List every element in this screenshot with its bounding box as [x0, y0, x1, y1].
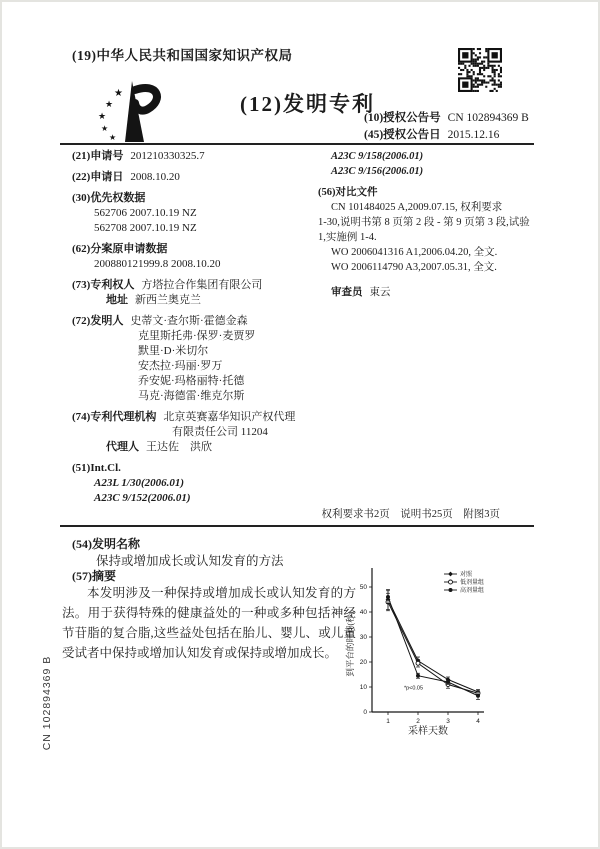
svg-text:2: 2 — [416, 718, 420, 725]
field-74: (74)专利代理机构 北京英赛嘉华知识产权代理 有限责任公司 11204 代理人 王达佐 洪欣 — [72, 410, 322, 455]
citation: 1-30,说明书第 8 页第 2 段 - 第 9 页第 3 段,试验 — [318, 217, 530, 228]
field-72: (72)发明人 史蒂文·查尔斯·霍德金森 克里斯托弗·保罗·麦贾罗 默里·D·米切尔 安杰拉·玛丽·罗万 乔安妮·玛格丽特·托德 马克·海德雷·维克尔斯 — [72, 314, 322, 404]
svg-text:★: ★ — [114, 88, 123, 99]
body-divider — [60, 525, 534, 527]
priority-line: 562706 2007.10.19 NZ — [94, 207, 197, 219]
side-publication-code: CN 102894369 B — [41, 655, 53, 751]
svg-text:★: ★ — [98, 111, 107, 121]
inventor: 马克·海德雷·维克尔斯 — [138, 390, 245, 402]
citation: WO 2006041316 A1,2006.04.20, 全文. — [331, 247, 498, 258]
field-56: (56)对比文件 CN 101484025 A,2009.07.15, 权利要求 1-30,说明书第 8 页第 2 段 - 第 9 页第 3 段,试验 1,实施例 1-4. WO 2006041316 A1,2006.04.20, 全文. WO 2006114790 A3,2007.05.31, 全文. — [318, 185, 540, 275]
qr-code-icon — [458, 48, 502, 92]
ipc-continued — [318, 149, 540, 179]
inventor: 乔安妮·玛格丽特·托德 — [138, 375, 245, 387]
citation: CN 101484025 A,2009.07.15, 权利要求 — [331, 202, 503, 213]
field-54-label: (54)发明名称 — [72, 537, 140, 551]
divisional-line: 200880121999.8 2008.10.20 — [94, 258, 221, 270]
application-date: 2008.10.20 — [130, 171, 180, 183]
line-chart — [344, 560, 539, 744]
agency-line2: 有限责任公司 11204 — [172, 426, 268, 438]
field-30: (30)优先权数据 562706 2007.10.19 NZ 562708 2007.10.19 NZ — [72, 191, 322, 236]
publication-block — [364, 110, 529, 144]
priority-line: 562708 2007.10.19 NZ — [94, 222, 197, 234]
svg-text:低剂量组: 低剂量组 — [460, 580, 485, 586]
invention-title: 保持或增加成长或认知发育的方法 — [96, 554, 284, 568]
publication-number-row: (10)授权公告号 CN 102894369 B — [364, 112, 529, 124]
ipc-code: A23C 9/158(2006.01) — [331, 151, 424, 162]
field-21: (21)申请号 201210330325.7 — [72, 150, 205, 162]
examiner-name: 東云 — [369, 287, 391, 298]
svg-text:3: 3 — [446, 718, 450, 725]
field-57-label: (57)摘要 — [72, 569, 116, 583]
patentee-address: 新西兰奥克兰 — [135, 294, 201, 306]
field-73: (73)专利权人 方塔拉合作集团有限公司 地址 新西兰奥克兰 — [72, 279, 263, 306]
publication-number: CN 102894369 B — [447, 112, 529, 124]
svg-text:10: 10 — [359, 684, 367, 692]
application-number: 201210330325.7 — [130, 150, 205, 162]
svg-text:★: ★ — [109, 133, 117, 142]
publication-date: 2015.12.16 — [447, 129, 500, 141]
field-62: (62)分案原申请数据 200880121999.8 2008.10.20 — [72, 242, 322, 272]
svg-text:采样天数: 采样天数 — [408, 726, 448, 737]
examiner-row: 审查员 東云 — [331, 287, 391, 298]
field-22: (22)申请日 2008.10.20 — [72, 171, 180, 183]
publication-date-row: (45)授权公告日 2015.12.16 — [364, 129, 500, 141]
qr-code-svg — [458, 48, 502, 92]
svg-text:★: ★ — [105, 99, 114, 109]
svg-text:★: ★ — [101, 124, 109, 133]
ipc-code: A23C 9/156(2006.01) — [331, 166, 424, 177]
ipc-code: A23L 1/30(2006.01) — [94, 477, 185, 489]
abstract-text: 本发明涉及一种保持或增加成长或认知发育的方法。用于获得特殊的健康益处的一种或多种包括神经节苷脂的复合脂,这些益处包括在胎儿、婴儿、或儿童受试者中保持或增加认知发育或保持或增加成长。 — [62, 586, 356, 660]
inventor: 克里斯托弗·保罗·麦贾罗 — [138, 330, 256, 342]
biblio-right-column — [318, 149, 540, 306]
svg-text:30: 30 — [359, 634, 367, 642]
ipc-code: A23C 9/152(2006.01) — [94, 492, 191, 504]
svg-text:4: 4 — [476, 718, 480, 725]
document-type: (12)发明专利 — [240, 92, 375, 116]
svg-text:高剂量组: 高剂量组 — [460, 588, 485, 594]
cnipa-logo-icon — [88, 78, 172, 150]
page-counts: 权利要求书2页 说明书25页 附图3页 — [321, 509, 500, 520]
citation: 1,实施例 1-4. — [318, 232, 377, 243]
inventor: 史蒂文·查尔斯·霍德金森 — [130, 315, 248, 327]
field-51: (51)Int.Cl. A23L 1/30(2006.01) A23C 9/152(2006.01) — [72, 461, 322, 506]
svg-text:40: 40 — [359, 609, 367, 617]
patentee: 方塔拉合作集团有限公司 — [141, 279, 263, 291]
svg-text:0: 0 — [363, 709, 367, 717]
header-divider — [60, 143, 534, 145]
biblio-left-column — [72, 149, 322, 512]
svg-text:到平台的时间(秒): 到平台的时间(秒) — [345, 611, 355, 677]
agency: 北京英赛嘉华知识产权代理 — [163, 411, 296, 423]
svg-text:对照: 对照 — [460, 572, 473, 578]
svg-text:50: 50 — [359, 584, 367, 592]
svg-text:20: 20 — [359, 659, 367, 667]
svg-text:*p<0.05: *p<0.05 — [403, 685, 424, 692]
inventor: 安杰拉·玛丽·罗万 — [138, 360, 223, 372]
citation: WO 2006114790 A3,2007.05.31, 全文. — [331, 262, 497, 273]
issuing-office: (19)中华人民共和国国家知识产权局 — [72, 48, 293, 63]
abstract-figure — [344, 560, 539, 744]
inventor: 默里·D·米切尔 — [138, 345, 209, 357]
agents: 王达佐 洪欣 — [146, 441, 212, 453]
svg-text:1: 1 — [386, 718, 390, 725]
